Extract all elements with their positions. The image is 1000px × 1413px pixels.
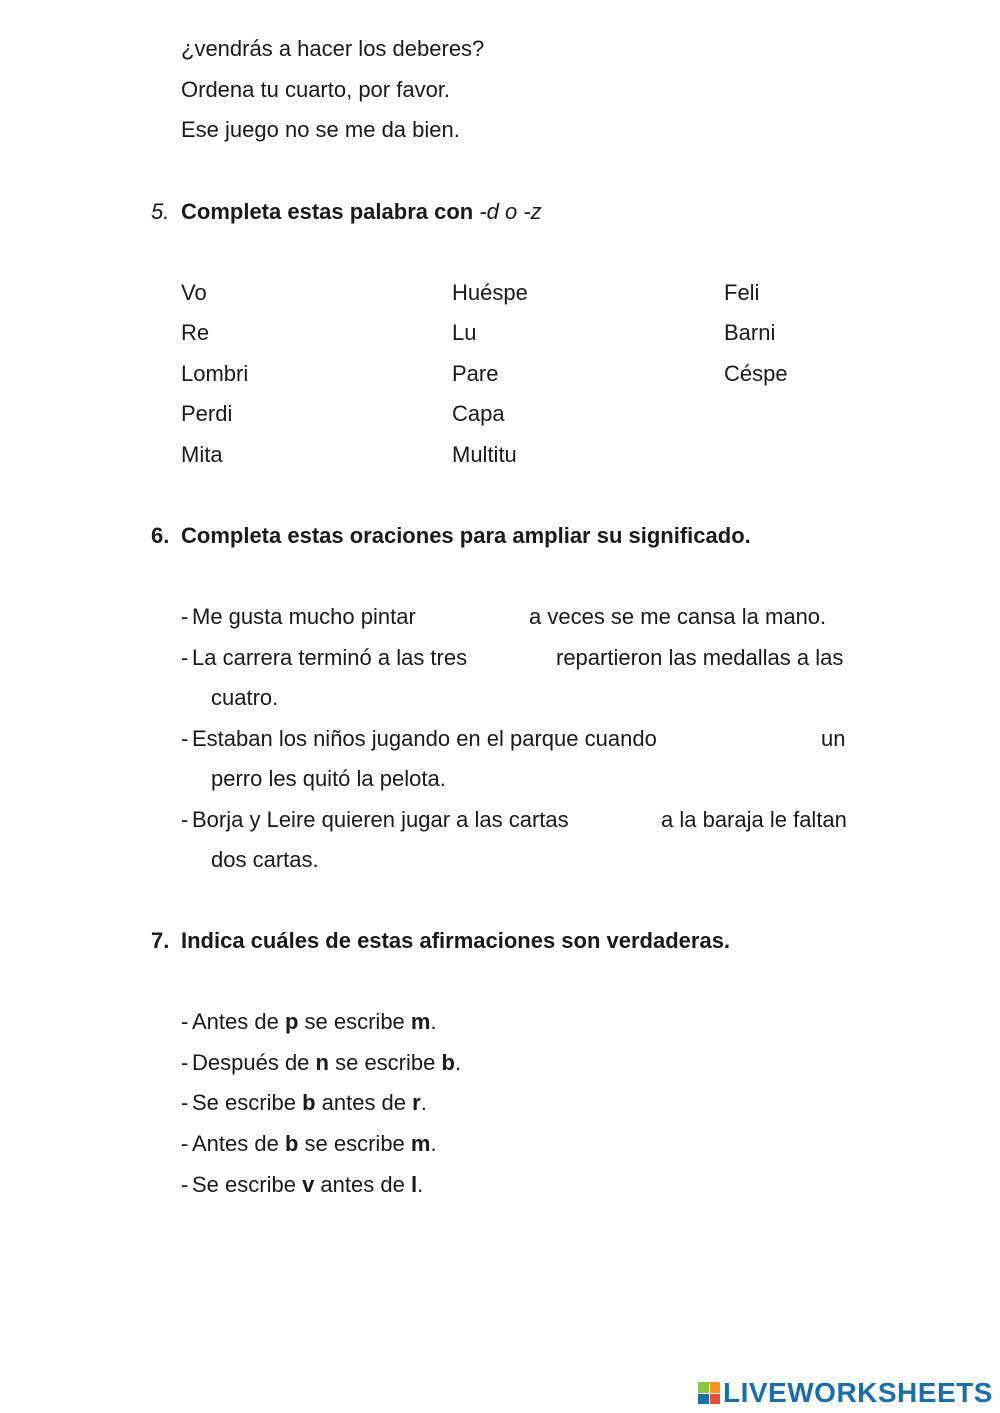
dash-bullet: - bbox=[181, 1131, 189, 1156]
statement-text: se escribe bbox=[298, 1009, 411, 1034]
dash-bullet: - bbox=[181, 726, 189, 751]
statement-letter: n bbox=[315, 1050, 329, 1075]
section-5-title-italic: -d o -z bbox=[479, 199, 542, 224]
logo-square-green bbox=[698, 1382, 709, 1393]
statement-text: . bbox=[420, 1090, 427, 1115]
logo-square-red bbox=[710, 1394, 721, 1405]
statement-text: Antes de bbox=[192, 1009, 285, 1034]
statement-letter: v bbox=[302, 1172, 315, 1197]
sentence-end: a la baraja le faltan bbox=[661, 807, 847, 832]
statement bbox=[192, 1009, 437, 1035]
statement-letter: m bbox=[410, 1131, 431, 1156]
word-cell: Vo bbox=[181, 280, 207, 305]
word-cell: Lu bbox=[452, 320, 477, 345]
statement-letter: l bbox=[410, 1172, 418, 1197]
statement-text: . bbox=[430, 1009, 437, 1034]
word-cell: Barni bbox=[724, 320, 776, 345]
word-cell: Céspe bbox=[724, 361, 788, 386]
section-5-number: 5. bbox=[151, 199, 170, 224]
dash-bullet: - bbox=[181, 645, 189, 670]
sentence-end: un bbox=[821, 726, 846, 751]
sentence-continuation: cuatro. bbox=[211, 685, 279, 710]
statement-text: . bbox=[454, 1050, 462, 1075]
sentence-end: a veces se me cansa la mano. bbox=[529, 604, 827, 629]
word-cell: Feli bbox=[724, 280, 760, 305]
statement-text: . bbox=[430, 1131, 437, 1156]
statement-text: Antes de bbox=[192, 1131, 285, 1156]
word-cell: Perdi bbox=[181, 401, 233, 426]
statement-text: antes de bbox=[314, 1172, 411, 1197]
liveworksheets-logo-icon bbox=[698, 1382, 720, 1404]
sentence-continuation: dos cartas. bbox=[211, 847, 319, 872]
dash-bullet: - bbox=[181, 1009, 189, 1034]
section-7-number: 7. bbox=[151, 928, 170, 953]
statement bbox=[192, 1050, 461, 1076]
section-5-title-bold: Completa estas palabra con bbox=[181, 199, 480, 224]
dash-bullet: - bbox=[181, 1172, 189, 1197]
dash-bullet: - bbox=[181, 1090, 189, 1115]
statement-letter: m bbox=[410, 1009, 431, 1034]
statement-text: Se escribe bbox=[192, 1090, 303, 1115]
logo-square-orange bbox=[710, 1382, 721, 1393]
word-cell: Mita bbox=[181, 442, 223, 467]
dash-bullet: - bbox=[181, 1050, 189, 1075]
statement bbox=[192, 1131, 437, 1157]
statement-letter: r bbox=[412, 1090, 421, 1115]
dash-bullet: - bbox=[181, 807, 189, 832]
word-cell: Multitu bbox=[452, 442, 517, 467]
sentence-end: repartieron las medallas a las bbox=[556, 645, 844, 670]
section-6-number: 6. bbox=[151, 523, 170, 548]
word-cell: Lombri bbox=[181, 361, 249, 386]
intro-line: Ordena tu cuarto, por favor. bbox=[181, 77, 451, 102]
statement-letter: b bbox=[284, 1131, 299, 1156]
sentence-start: La carrera terminó a las tres bbox=[192, 645, 468, 670]
statement-text: se escribe bbox=[328, 1050, 442, 1075]
logo-square-blue bbox=[698, 1394, 709, 1405]
liveworksheets-logo-text: LIVEWORKSHEETS bbox=[723, 1377, 993, 1408]
word-cell: Huéspe bbox=[452, 280, 528, 305]
statement-text: Se escribe bbox=[192, 1172, 303, 1197]
liveworksheets-logo bbox=[698, 1377, 993, 1408]
word-cell: Pare bbox=[452, 361, 499, 386]
statement bbox=[192, 1090, 427, 1116]
section-7-title: Indica cuáles de estas afirmaciones son verdaderas. bbox=[181, 928, 731, 953]
section-6-title: Completa estas oraciones para ampliar su significado. bbox=[181, 523, 751, 548]
statement-letter: b bbox=[302, 1090, 316, 1115]
intro-line: Ese juego no se me da bien. bbox=[181, 117, 460, 142]
sentence-continuation: perro les quitó la pelota. bbox=[211, 766, 446, 791]
sentence-start: Borja y Leire quieren jugar a las cartas bbox=[192, 807, 569, 832]
statement-text: se escribe bbox=[298, 1131, 411, 1156]
statement-letter: b bbox=[441, 1050, 455, 1075]
statement-text: antes de bbox=[315, 1090, 413, 1115]
intro-line: ¿vendrás a hacer los deberes? bbox=[181, 36, 485, 61]
statement-text: . bbox=[417, 1172, 424, 1197]
word-cell: Re bbox=[181, 320, 210, 345]
sentence-start: Me gusta mucho pintar bbox=[192, 604, 416, 629]
statement-letter: p bbox=[284, 1009, 299, 1034]
section-5-title bbox=[181, 199, 542, 225]
statement-text: Después de bbox=[192, 1050, 316, 1075]
sentence-start: Estaban los niños jugando en el parque cuando bbox=[192, 726, 657, 751]
dash-bullet: - bbox=[181, 604, 189, 629]
word-cell: Capa bbox=[452, 401, 505, 426]
statement bbox=[192, 1172, 423, 1198]
